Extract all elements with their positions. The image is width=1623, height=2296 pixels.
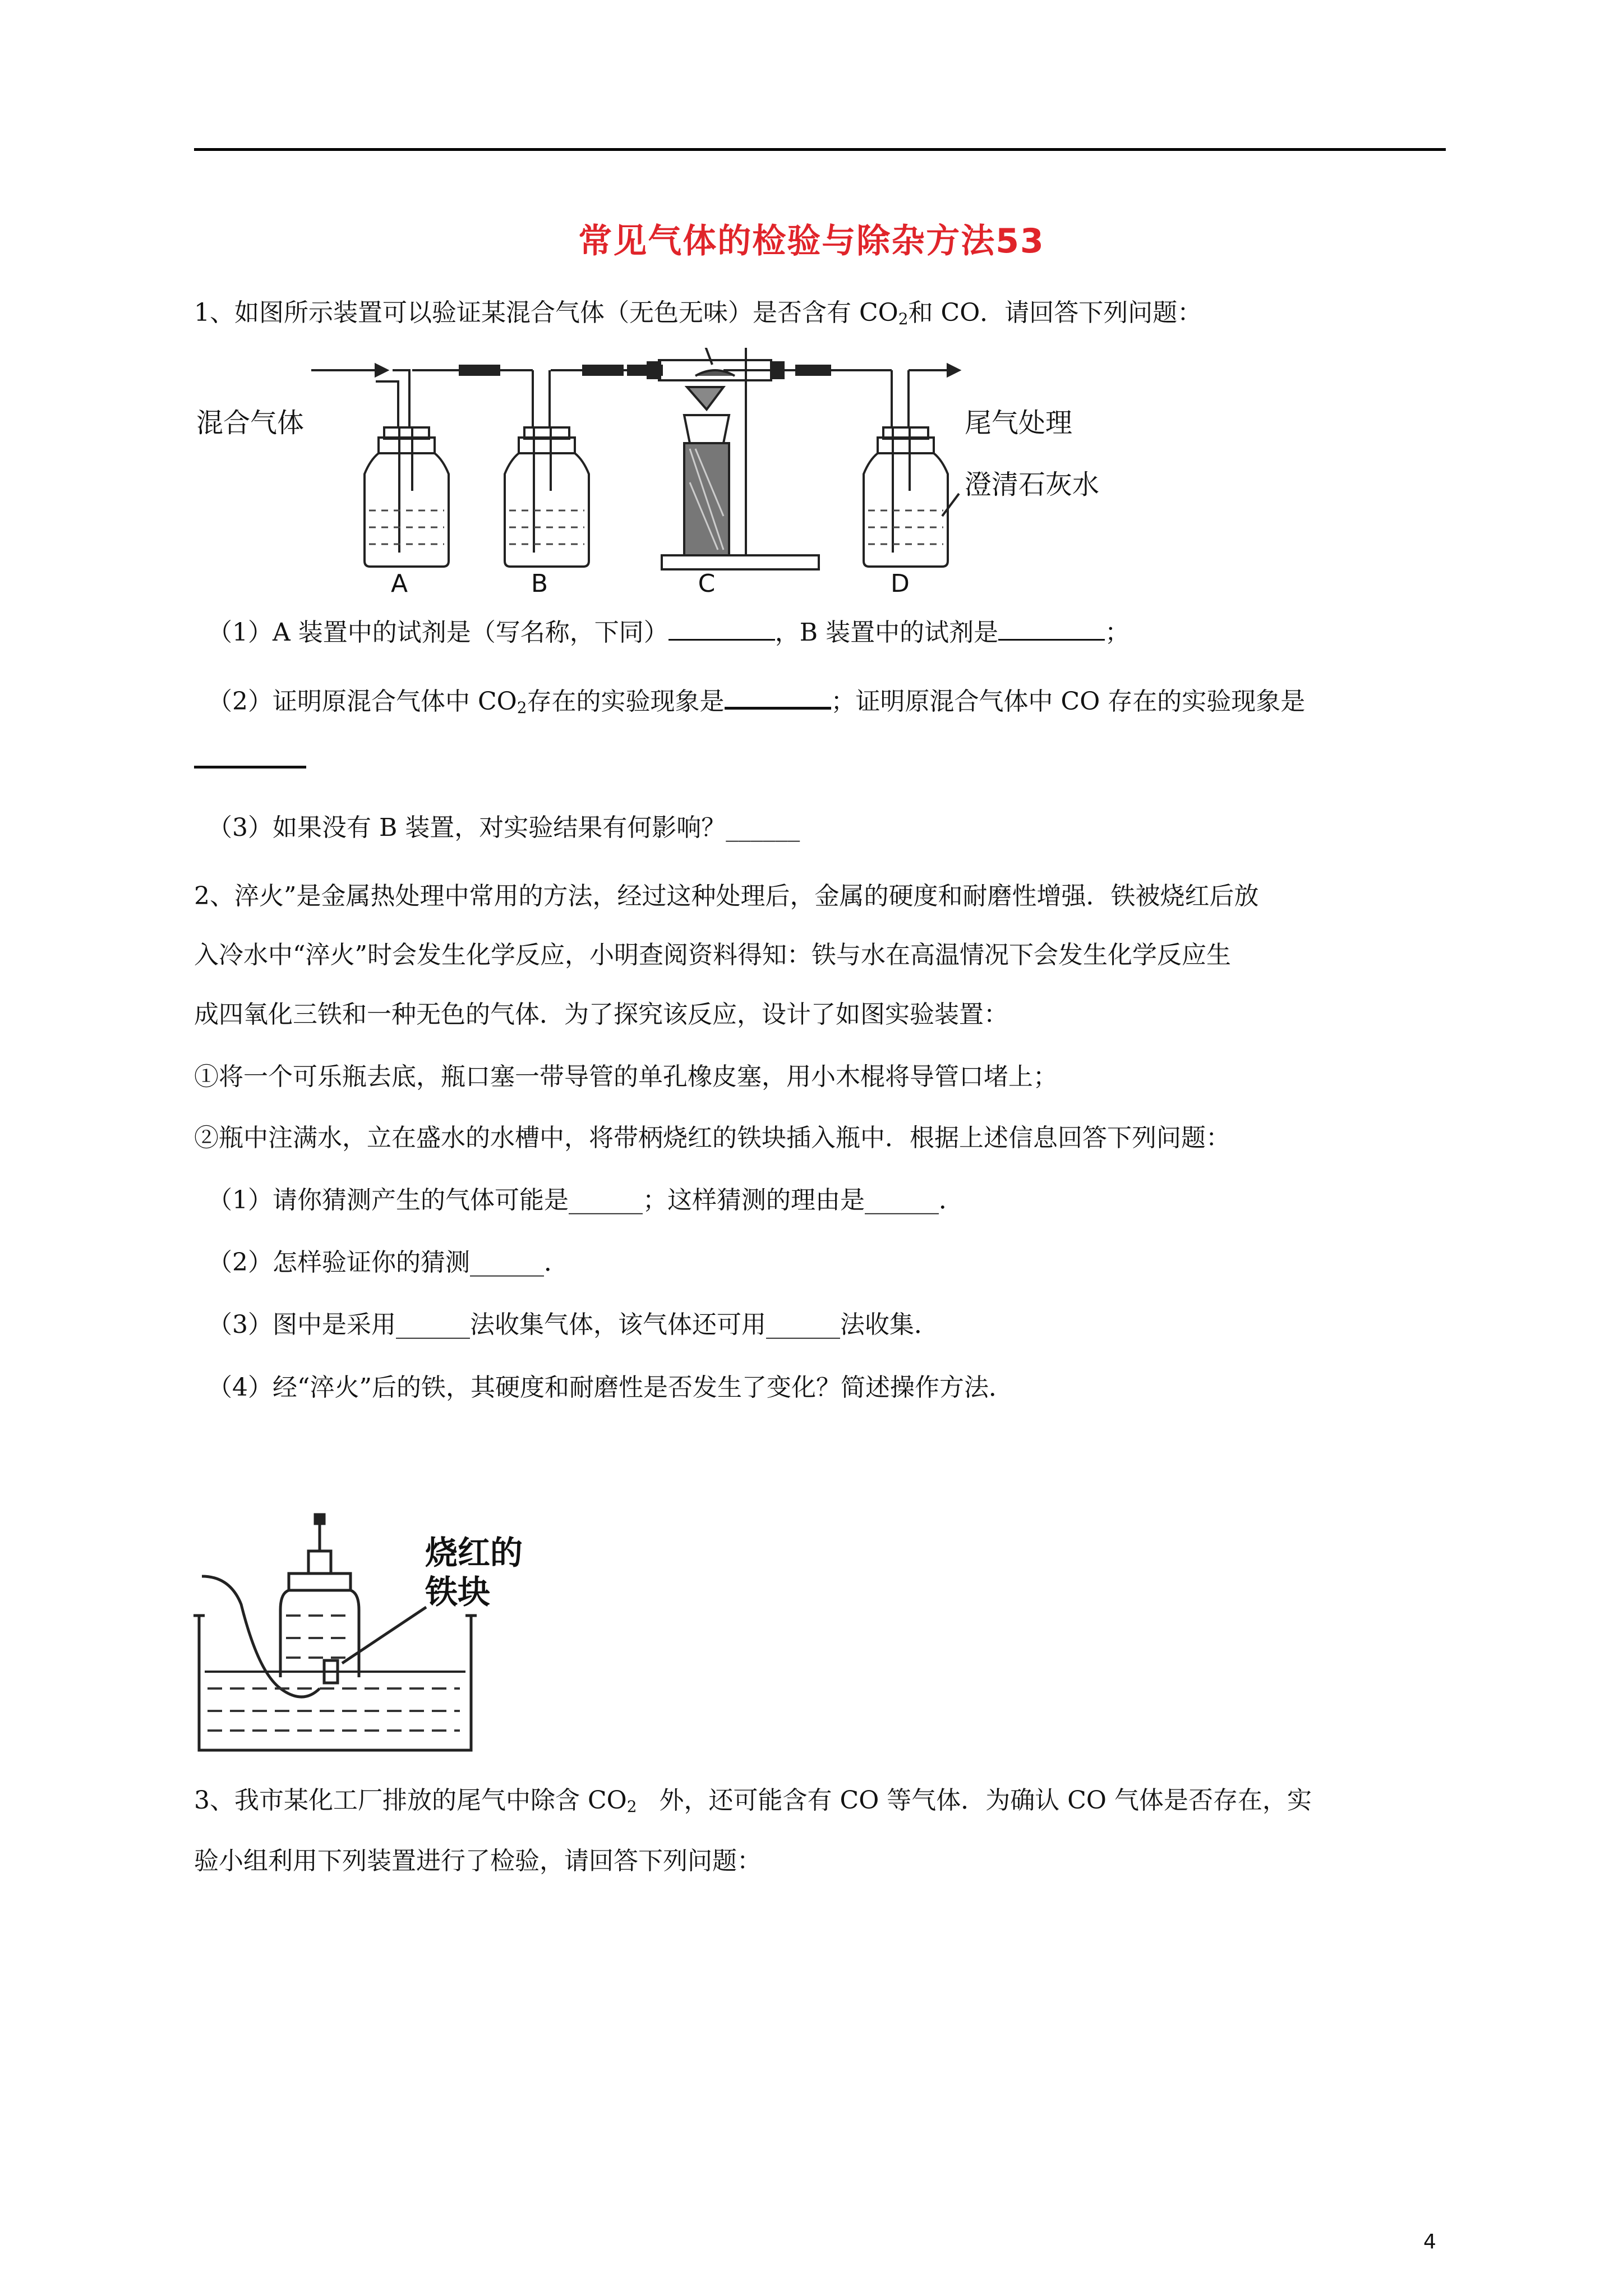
answer-blank[interactable]: [998, 616, 1105, 641]
answer-blank[interactable]: [725, 684, 831, 710]
gas-apparatus-figure: [191, 348, 1099, 595]
q1-part1: （1）A 装置中的试剂是（写名称，下同） ，B 装置中的试剂是 ；: [208, 616, 1129, 650]
q3-line1: 3、我市某化工厂排放的尾气中除含 $CO_2$ 外，还可能含有 CO 等气体．为确认 CO 气体是否存在，实: [194, 1786, 1312, 1816]
label-b: B: [531, 569, 548, 595]
label-limewater: 澄清石灰水: [965, 469, 1099, 500]
q1-part2-continued: [194, 743, 306, 777]
q2-step1: ①将一个可乐瓶去底，瓶口塞一带导管的单孔橡皮塞，用小木棍将导管口堵上；: [194, 1062, 1058, 1091]
label-red-hot: 烧红的: [425, 1534, 523, 1572]
q1-part2: （2）证明原混合气体中 $CO_2$存在的实验现象是 ；证明原混合气体中 CO 存在的实验现象是: [208, 684, 1305, 725]
label-tail-gas: 尾气处理: [965, 407, 1073, 439]
q2-line2: 入冷水中“淬火”时会发生化学反应，小明查阅资料得知：铁与水在高温情况下会发生化学反应生: [194, 941, 1231, 969]
q1-part3: （3）如果没有 B 装置，对实验结果有何影响？______: [208, 813, 800, 842]
label-a: A: [390, 569, 408, 595]
q2-part2: （2）怎样验证你的猜测______．: [208, 1248, 569, 1277]
q2-part3: （3）图中是采用______法收集气体，该气体还可用______法收集．: [208, 1310, 939, 1339]
quenching-apparatus-figure: [191, 1503, 594, 1756]
label-iron-block: 铁块: [425, 1573, 491, 1611]
q3-line2: 验小组利用下列装置进行了检验，请回答下列问题：: [194, 1847, 762, 1875]
page-number: 4: [1423, 2230, 1436, 2253]
label-mixed-gas: 混合气体: [196, 407, 305, 439]
page-title: 常见气体的检验与除杂方法53: [578, 222, 1045, 261]
header-rule: [194, 148, 1446, 151]
q2-line3: 成四氧化三铁和一种无色的气体．为了探究该反应，设计了如图实验装置：: [194, 1000, 1008, 1029]
q2-part4: （4）经“淬火”后的铁，其硬度和耐磨性是否发生了变化？简述操作方法．: [208, 1373, 1013, 1402]
q2-part1: （1）请你猜测产生的气体可能是______；这样猜测的理由是______．: [208, 1186, 963, 1214]
q2-line1: 2、淬火”是金属热处理中常用的方法，经过这种处理后，金属的硬度和耐磨性增强．铁被烧红后放: [194, 882, 1259, 910]
label-c: C: [698, 569, 716, 595]
q1-stem: 1、如图所示装置可以验证某混合气体（无色无味）是否含有 $CO_2$和 CO．请回答下列问题：: [194, 298, 1202, 328]
label-d: D: [891, 569, 910, 595]
q2-step2: ②瓶中注满水，立在盛水的水槽中，将带柄烧红的铁块插入瓶中．根据上述信息回答下列问题：: [194, 1124, 1230, 1152]
answer-blank[interactable]: [194, 743, 306, 769]
answer-blank[interactable]: [668, 616, 775, 641]
